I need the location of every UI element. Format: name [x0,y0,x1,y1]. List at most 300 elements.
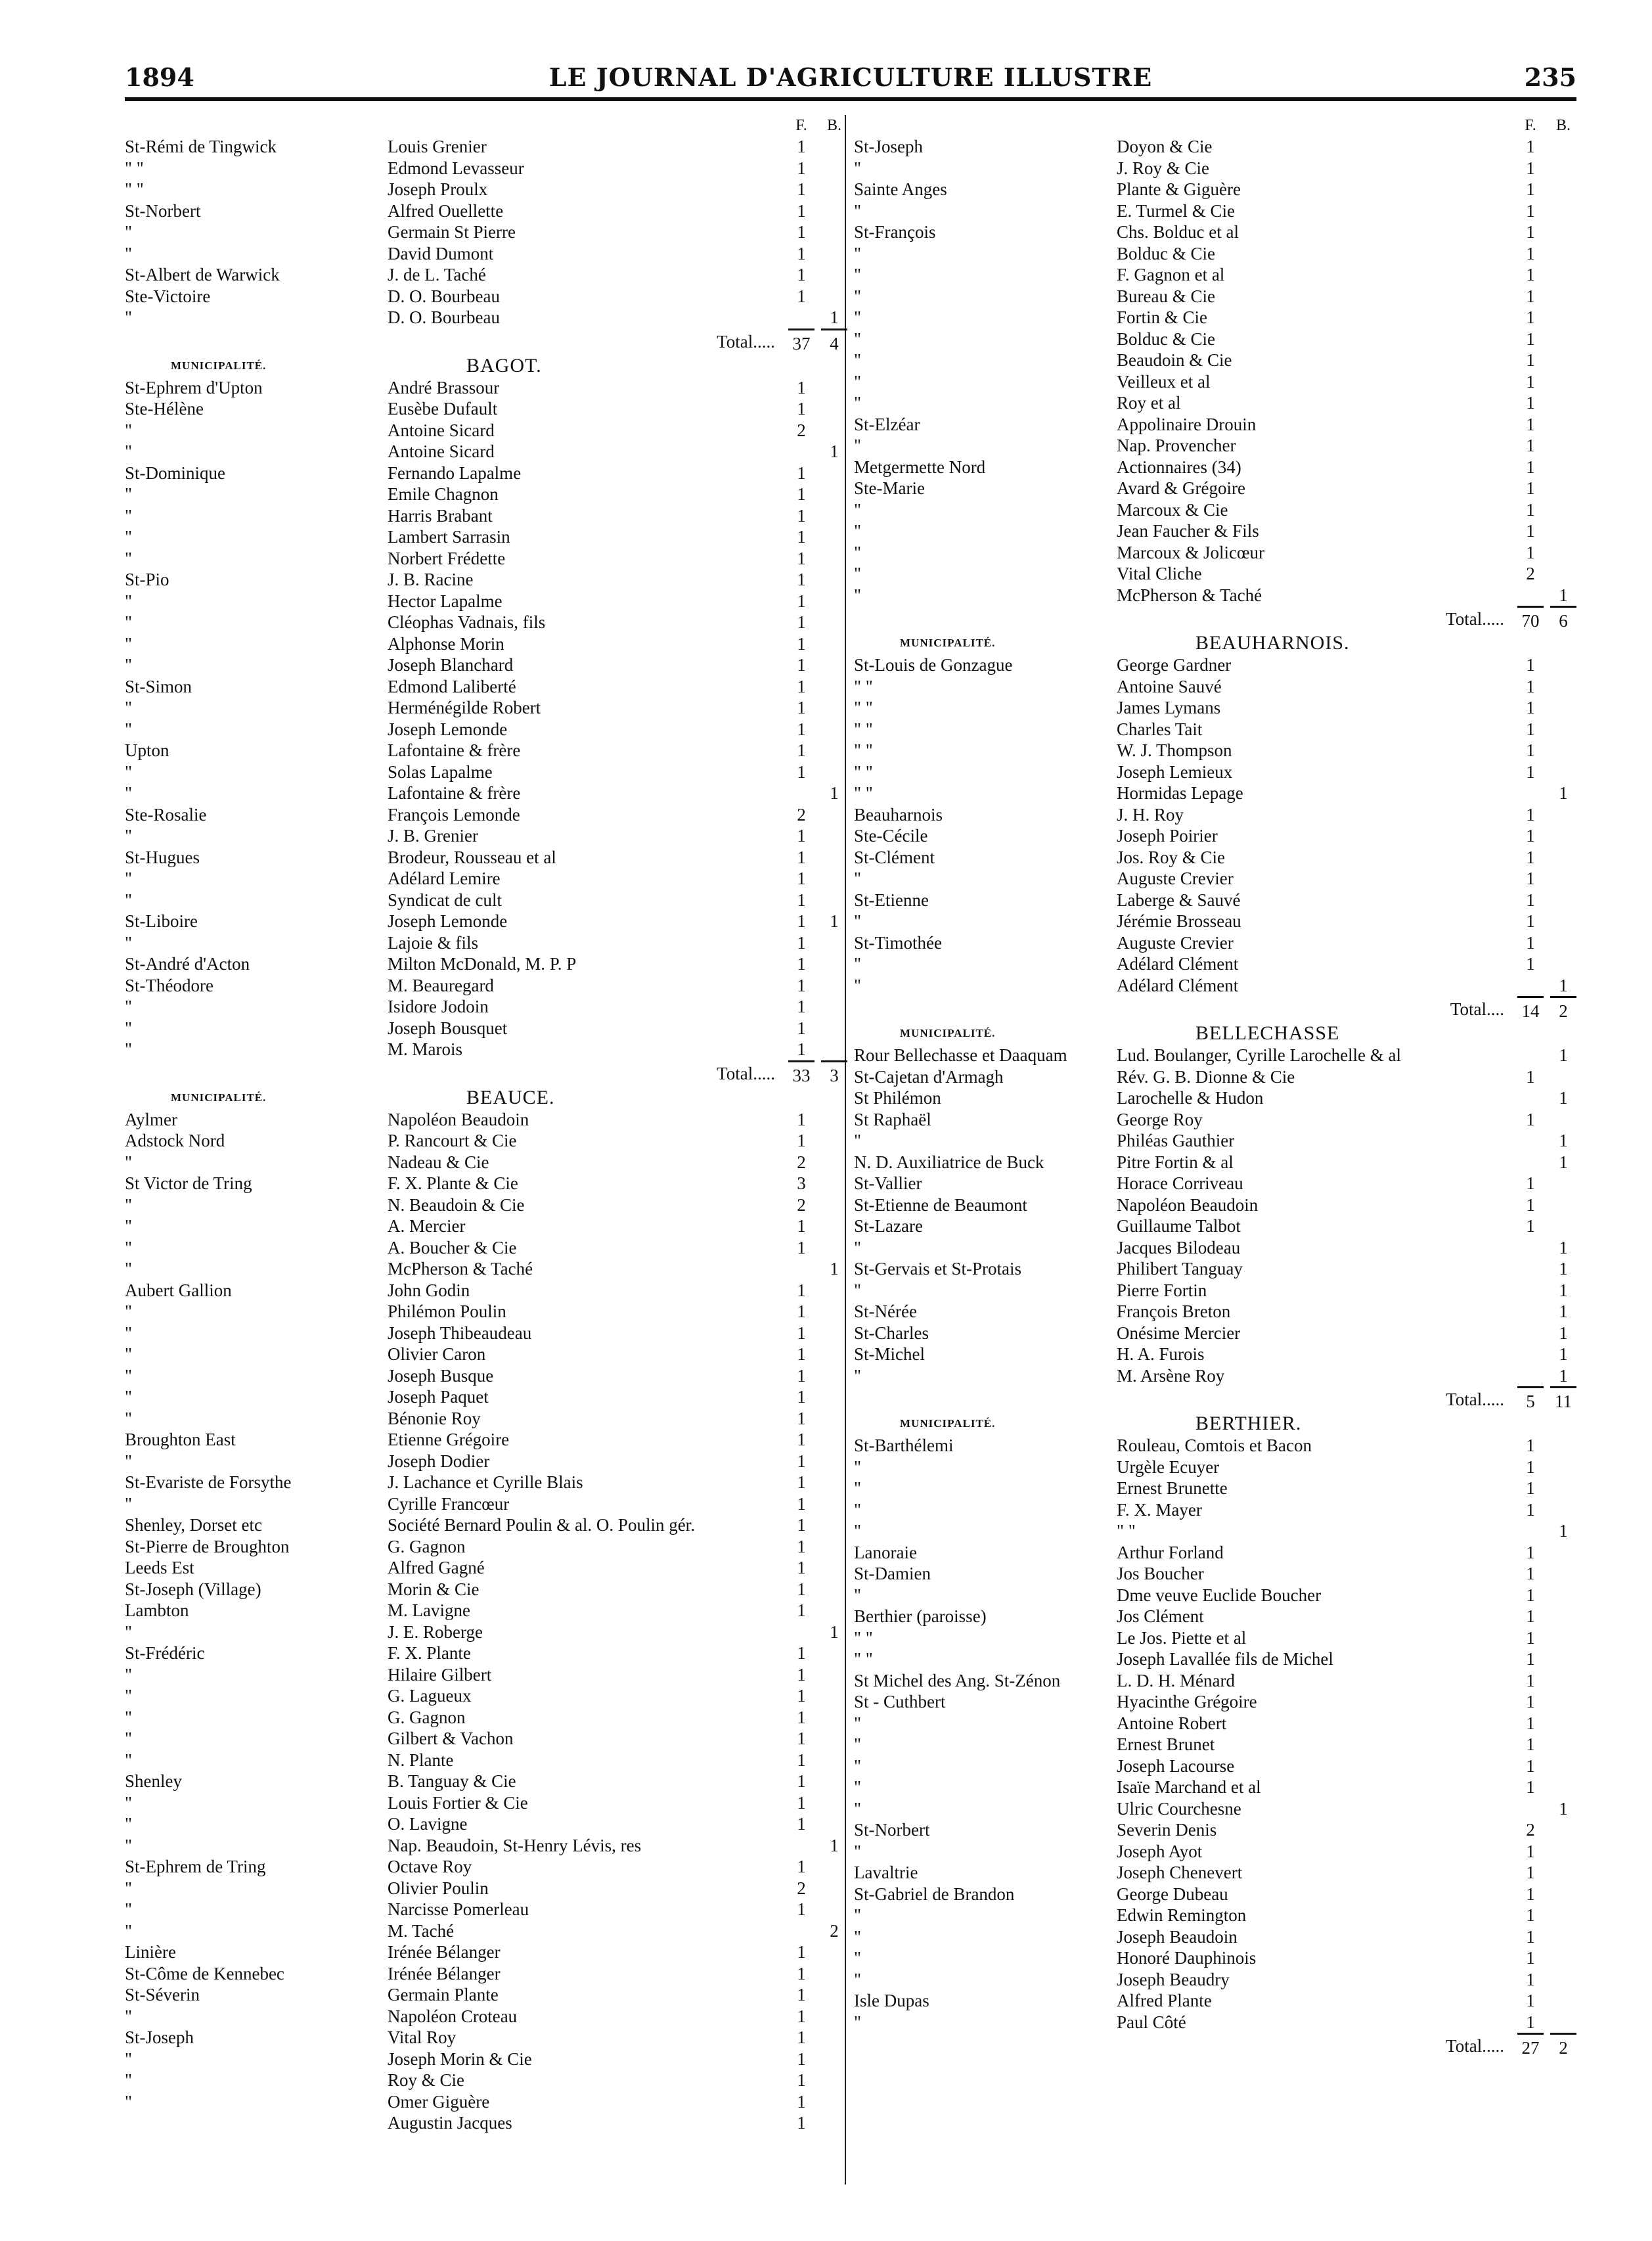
table-row [125,890,854,911]
table-row [854,1884,1583,1905]
table-row [854,1862,1583,1884]
b-count-cell: 1 [1559,1280,1568,1300]
f-count-cell: 1 [797,1792,806,1813]
table-row [854,1755,1583,1777]
owner-cell: Jérémie Brosseau [1117,911,1241,931]
owner-cell: Joseph Proulx [388,179,488,199]
table-row [854,1542,1583,1564]
f-count-cell: 1 [797,1771,806,1791]
f-count-cell: 1 [797,265,806,284]
municipality-cell: Beauharnois [854,804,943,825]
table-row [125,911,854,932]
table-row [125,1621,854,1643]
owner-cell: J. Roy & Cie [1117,158,1210,178]
owner-cell: Solas Lapalme [388,761,493,782]
municipality-cell: St-Cajetan d'Armagh [854,1066,1004,1087]
owner-cell: " " [1117,1521,1136,1541]
f-count-cell: 1 [1526,1194,1535,1215]
f-count-cell: 1 [797,1857,806,1876]
owner-cell: J. B. Grenier [388,826,478,846]
owner-cell: Charles Tait [1117,719,1203,739]
table-row [854,1585,1583,1606]
table-row [854,825,1583,847]
municipality-cell: " [125,1707,133,1727]
table-row [125,1771,854,1792]
total-f: 14 [1517,996,1544,1024]
municipality-cell: " [125,1152,133,1172]
section-total [854,1386,1583,1413]
table-row [125,996,854,1018]
owner-cell: P. Rancourt & Cie [388,1131,517,1150]
municipality-cell: Adstock Nord [125,1131,225,1150]
municipality-cell: Rour Bellechasse et Daaquam [854,1045,1067,1065]
municipality-cell: St-Louis de Gonzague [854,655,1013,675]
table-row [125,1258,854,1280]
f-count-cell: 1 [1526,521,1535,541]
b-count-cell: 1 [1559,1521,1568,1541]
municipality-cell: " [125,2049,133,2069]
f-count-cell: 1 [797,719,806,739]
owner-cell: D. O. Bourbeau [388,307,500,327]
municipality-cell: St-Liboire [125,911,198,931]
municipality-cell: " [854,869,862,888]
f-count-cell: 1 [797,1643,806,1663]
b-count-cell: 1 [830,783,839,803]
owner-cell: Joseph Ayot [1117,1841,1203,1861]
municipality-cell: " [854,1237,862,1257]
owner-cell: Joseph Beaudoin [1117,1926,1238,1947]
municipality-cell: " [854,954,862,974]
municipality-cell: " [854,1585,862,1605]
municipality-cell: St-Côme de Kennebec [125,1963,284,1983]
f-count-cell: 1 [797,484,806,504]
f-count-cell: 1 [1526,1905,1535,1925]
f-count-cell: 1 [797,761,806,782]
f-count-cell: 1 [1526,350,1535,370]
owner-cell: Norbert Frédette [388,548,506,568]
table-row [854,1905,1583,1926]
f-count-cell: 1 [1526,137,1535,156]
owner-cell: J. Lachance et Cyrille Blais [388,1472,583,1492]
table-row [125,286,854,307]
municipality-cell: " [125,1664,133,1685]
f-count-cell: 1 [797,1899,806,1919]
municipality-cell: " [125,655,133,675]
f-count-cell: 1 [1526,1627,1535,1648]
table-row [854,1130,1583,1152]
f-count-cell: 1 [797,2027,806,2047]
municipality-cell: " [854,158,862,178]
f-count-cell: 2 [1526,564,1535,583]
municipality-cell: " " [125,179,144,199]
owner-cell: Antoine Robert [1117,1713,1227,1733]
total-b: 4 [821,328,847,357]
municipality-cell: St-Pierre de Broughton [125,1536,290,1556]
municipality-cell: " [854,200,862,221]
table-row [125,1878,854,1899]
owner-cell: Philibert Tanguay [1117,1259,1243,1279]
owner-cell: Urgèle Ecuyer [1117,1457,1220,1477]
municipality-cell: " [854,371,862,392]
f-count-cell: 1 [797,243,806,263]
f-count-cell: 1 [1526,499,1535,520]
f-count-cell: 1 [1526,1948,1535,1968]
municipality-cell: " [125,441,133,461]
f-count-cell: 1 [1526,740,1535,760]
table-row [854,264,1583,286]
owner-cell: Dme veuve Euclide Boucher [1117,1585,1322,1605]
b-count-cell: 1 [830,1259,839,1279]
owner-cell: E. Turmel & Cie [1117,200,1236,221]
f-count-cell: 2 [797,1152,806,1172]
table-row [125,2070,854,2091]
municipality-cell: " [854,975,862,995]
table-row [125,654,854,676]
table-row [125,1835,854,1857]
f-count-cell: 1 [1526,243,1535,263]
municipality-cell: " " [854,719,873,739]
owner-cell: Appolinaire Drouin [1117,414,1257,434]
municipality-cell: St-Ephrem d'Upton [125,377,263,397]
municipality-cell: " [125,2070,133,2090]
table-row [125,1707,854,1729]
f-count-cell: 1 [797,222,806,242]
f-count-cell: 1 [1526,1670,1535,1690]
owner-cell: George Dubeau [1117,1884,1228,1904]
f-count-cell: 1 [1526,954,1535,974]
table-row [854,221,1583,243]
owner-cell: François Breton [1117,1302,1231,1321]
f-count-cell: 1 [1526,1841,1535,1861]
page-number: 235 [1524,62,1576,92]
table-row [854,1819,1583,1841]
table-row [854,1777,1583,1798]
owner-cell: Edmond Laliberté [388,676,516,696]
f-count-cell: 1 [1526,478,1535,498]
municipality-cell: " [854,1713,862,1733]
owner-cell: J. de L. Taché [388,265,486,284]
municipality-cell: " [854,1777,862,1797]
table-row [125,1215,854,1237]
table-row [125,221,854,243]
f-count-cell: 1 [1526,542,1535,562]
table-rows [125,377,854,1060]
owner-cell: Joseph Busque [388,1365,494,1386]
owner-cell: G. Gagnon [388,1707,466,1727]
total-b: 6 [1550,606,1576,634]
table-row [125,1018,854,1039]
table-row [125,1109,854,1131]
owner-cell: Joseph Dodier [388,1451,490,1471]
owner-cell: Rév. G. B. Dionne & Cie [1117,1066,1295,1087]
f-count-cell: 1 [797,826,806,846]
municipality-cell: " [125,1451,133,1471]
table-row [854,740,1583,761]
f-count-cell: 1 [797,1365,806,1386]
table-row [854,1563,1583,1585]
f-count-cell: 1 [797,2006,806,2026]
f-count-cell: 1 [1526,761,1535,782]
f-count-cell: 1 [797,1302,806,1321]
owner-cell: Vital Cliche [1117,564,1202,583]
table-row [125,1664,854,1686]
owner-cell: Hyacinthe Grégoire [1117,1692,1257,1711]
f-count-cell: 1 [797,1039,806,1059]
b-count-cell: 1 [1559,783,1568,803]
owner-cell: Cyrille Francœur [388,1493,510,1514]
f-count-cell: 1 [797,890,806,910]
f-count-cell: 1 [797,1131,806,1150]
table-rows [854,1045,1583,1386]
total-f: 70 [1517,606,1544,634]
f-count-cell: 1 [1526,1969,1535,1989]
f-count-cell: 1 [797,1472,806,1492]
municipality-cell: " [125,932,133,953]
municipality-cell: " [125,1493,133,1514]
b-count-cell: 1 [830,911,839,931]
f-count-cell: 2 [797,420,806,440]
table-row [125,953,854,975]
owner-cell: Doyon & Cie [1117,137,1213,156]
municipality-cell: Leeds Est [125,1558,194,1577]
table-row [125,1579,854,1600]
table-row [125,398,854,420]
owner-cell: M. Beauregard [388,975,494,995]
municipality-cell: " [854,521,862,541]
total-f: 5 [1517,1386,1544,1415]
owner-cell: A. Boucher & Cie [388,1237,517,1257]
municipality-cell: " [854,542,862,562]
f-count-cell: 1 [1526,1692,1535,1711]
owner-cell: Auguste Crevier [1117,932,1234,953]
table-row [854,2012,1583,2033]
municipality-cell: " [125,307,133,327]
table-row [854,804,1583,826]
table-row [125,697,854,719]
fb-b: B. [826,117,841,134]
table-row [125,179,854,200]
total-b: 2 [1550,2033,1576,2061]
table-row [125,676,854,698]
owner-cell: Germain St Pierre [388,222,516,242]
table-row [125,1323,854,1344]
municipality-cell: St-Evariste de Forsythe [125,1472,292,1492]
table-row [854,1045,1583,1066]
f-count-cell: 1 [1526,890,1535,910]
municipality-cell: " [125,1920,133,1941]
municipality-cell: " [125,1302,133,1321]
owner-cell: Severin Denis [1117,1820,1217,1840]
table-row [125,1984,854,2006]
owner-cell: F. X. Plante [388,1643,471,1663]
table-row [854,435,1583,457]
f-count-cell: 1 [1526,1863,1535,1882]
owner-cell: J. H. Roy [1117,804,1184,825]
fb-f: F. [1525,117,1536,134]
f-count-cell: 1 [1526,328,1535,349]
f-count-cell: 1 [797,527,806,547]
owner-cell: M. Lavigne [388,1600,470,1620]
municipality-cell: " [125,1899,133,1919]
table-row [854,1969,1583,1991]
owner-cell: Adélard Clément [1117,975,1239,995]
owner-cell: G. Gagnon [388,1536,466,1556]
f-count-cell: 1 [797,200,806,221]
owner-cell: Jean Faucher & Fils [1117,521,1259,541]
owner-cell: A. Mercier [388,1216,466,1236]
f-count-cell: 1 [1526,1777,1535,1797]
owner-cell: Jos Boucher [1117,1564,1204,1583]
table-row [854,1947,1583,1969]
section-total [125,1060,854,1087]
table-row [854,1926,1583,1948]
owner-cell: Olivier Caron [388,1344,486,1364]
municipality-cell: " [125,1344,133,1364]
municipality-cell: St-Lazare [854,1216,923,1236]
table-row [125,761,854,783]
municipality-cell: " [125,1259,133,1279]
table-row [854,932,1583,954]
f-count-cell: 1 [797,740,806,760]
owner-cell: Jacques Bilodeau [1117,1237,1241,1257]
table-row [125,420,854,441]
municipality-cell: St-Ephrem de Tring [125,1857,266,1876]
table-row [854,761,1583,783]
table-row [854,478,1583,499]
total-b: 3 [821,1060,847,1089]
municipality-cell: " [125,826,133,846]
b-count-cell: 1 [1559,1045,1568,1065]
owner-cell: Augustin Jacques [388,2113,512,2133]
table-row [854,1109,1583,1131]
owner-cell: Joseph Thibeaudeau [388,1323,532,1343]
owner-cell: Adélard Lemire [388,869,501,888]
f-count-cell: 1 [797,1536,806,1556]
table-row [125,2006,854,2027]
owner-cell: Alfred Gagné [388,1558,485,1577]
owner-cell: Joseph Bousquet [388,1018,508,1038]
b-count-cell: 1 [1559,585,1568,605]
municipality-cell: St-Elzéar [854,414,920,434]
owner-cell: Lambert Sarrasin [388,527,510,547]
f-count-cell: 1 [1526,1457,1535,1477]
municipality-cell: " " [854,676,873,696]
municipality-cell: " [854,265,862,284]
f-count-cell: 1 [797,286,806,306]
municipality-cell: " " [854,761,873,782]
municipality-cell: " [854,1798,862,1819]
municipality-cell: " [854,1478,862,1498]
f-count-cell: 1 [797,932,806,953]
owner-cell: Napoléon Beaudoin [388,1109,529,1129]
owner-cell: Marcoux & Cie [1117,499,1228,520]
owner-cell: Adélard Clément [1117,954,1239,974]
owner-cell: Milton McDonald, M. P. P [388,954,577,974]
owner-cell: H. A. Furois [1117,1344,1205,1364]
owner-cell: Hormidas Lepage [1117,783,1243,803]
owner-cell: Lafontaine & frère [388,740,521,760]
municipality-cell: " [854,1926,862,1947]
section-heading [854,632,1583,654]
municipality-cell: St-André d'Acton [125,954,250,974]
municipality-cell: Lavaltrie [854,1863,918,1882]
table-row [125,2049,854,2070]
f-count-cell: 2 [797,804,806,825]
owner-cell: Alphonse Morin [388,633,504,654]
section-total [125,328,854,355]
f-count-cell: 1 [1526,719,1535,739]
table-row [125,633,854,655]
table-row [854,1152,1583,1173]
owner-cell: Philémon Poulin [388,1302,506,1321]
owner-cell: Avard & Grégoire [1117,478,1245,498]
owner-cell: Chs. Bolduc et al [1117,222,1239,242]
total-label: Total.... [1450,999,1504,1019]
municipality-cell: Metgermette Nord [854,457,986,477]
f-count-cell: 1 [1526,222,1535,242]
owner-cell: G. Lagueux [388,1686,472,1706]
owner-cell: Nadeau & Cie [388,1152,489,1172]
table-row [125,1792,854,1814]
table-row [125,868,854,890]
table-row [854,719,1583,740]
municipality-cell: " [125,698,133,717]
table-row [854,1499,1583,1521]
municipality-cell: St Philémon [854,1088,941,1108]
table-row [125,1557,854,1579]
table-row [854,158,1583,179]
municipality-cell: St-Dominique [125,463,225,483]
f-count-cell: 1 [797,847,806,867]
municipality-cell: " " [854,698,873,717]
municipality-cell: St-Hugues [125,847,200,867]
total-label: Total..... [1446,2036,1504,2056]
table-row [125,1493,854,1515]
owner-cell: Omer Giguère [388,2091,490,2112]
owner-cell: Napoléon Beaudoin [1117,1194,1259,1215]
f-count-cell: 1 [1526,826,1535,846]
table-rows [125,136,854,328]
f-count-cell: 1 [797,1216,806,1236]
owner-cell: Fortin & Cie [1117,307,1208,327]
f-count-cell: 1 [1526,932,1535,953]
b-count-cell: 1 [1559,1088,1568,1108]
f-count-cell: 1 [797,1408,806,1428]
owner-cell: J. B. Racine [388,570,474,589]
table-row [854,200,1583,222]
table-row [854,1520,1583,1542]
f-count-cell: 1 [1526,676,1535,696]
table-row [854,782,1583,804]
table-row [854,1215,1583,1237]
municipality-cell: St-Frédéric [125,1643,205,1663]
b-count-cell: 1 [1559,1259,1568,1279]
table-row [125,569,854,591]
owner-cell: Octave Roy [388,1857,472,1876]
f-count-cell: 1 [1526,371,1535,392]
owner-cell: N. Plante [388,1750,454,1770]
municipality-cell: St-Joseph [854,137,924,156]
owner-cell: Edwin Remington [1117,1905,1247,1925]
f-count-cell: 1 [1526,393,1535,413]
owner-cell: Nap. Beaudoin, St-Henry Lévis, res [388,1835,642,1855]
f-count-cell: 1 [797,1109,806,1129]
municipality-cell: St-Barthélemi [854,1436,954,1455]
table-row [854,1237,1583,1259]
f-count-cell: 1 [1526,1606,1535,1626]
municipality-cell: St-Albert de Warwick [125,265,280,284]
municipality-cell: " [125,243,133,263]
